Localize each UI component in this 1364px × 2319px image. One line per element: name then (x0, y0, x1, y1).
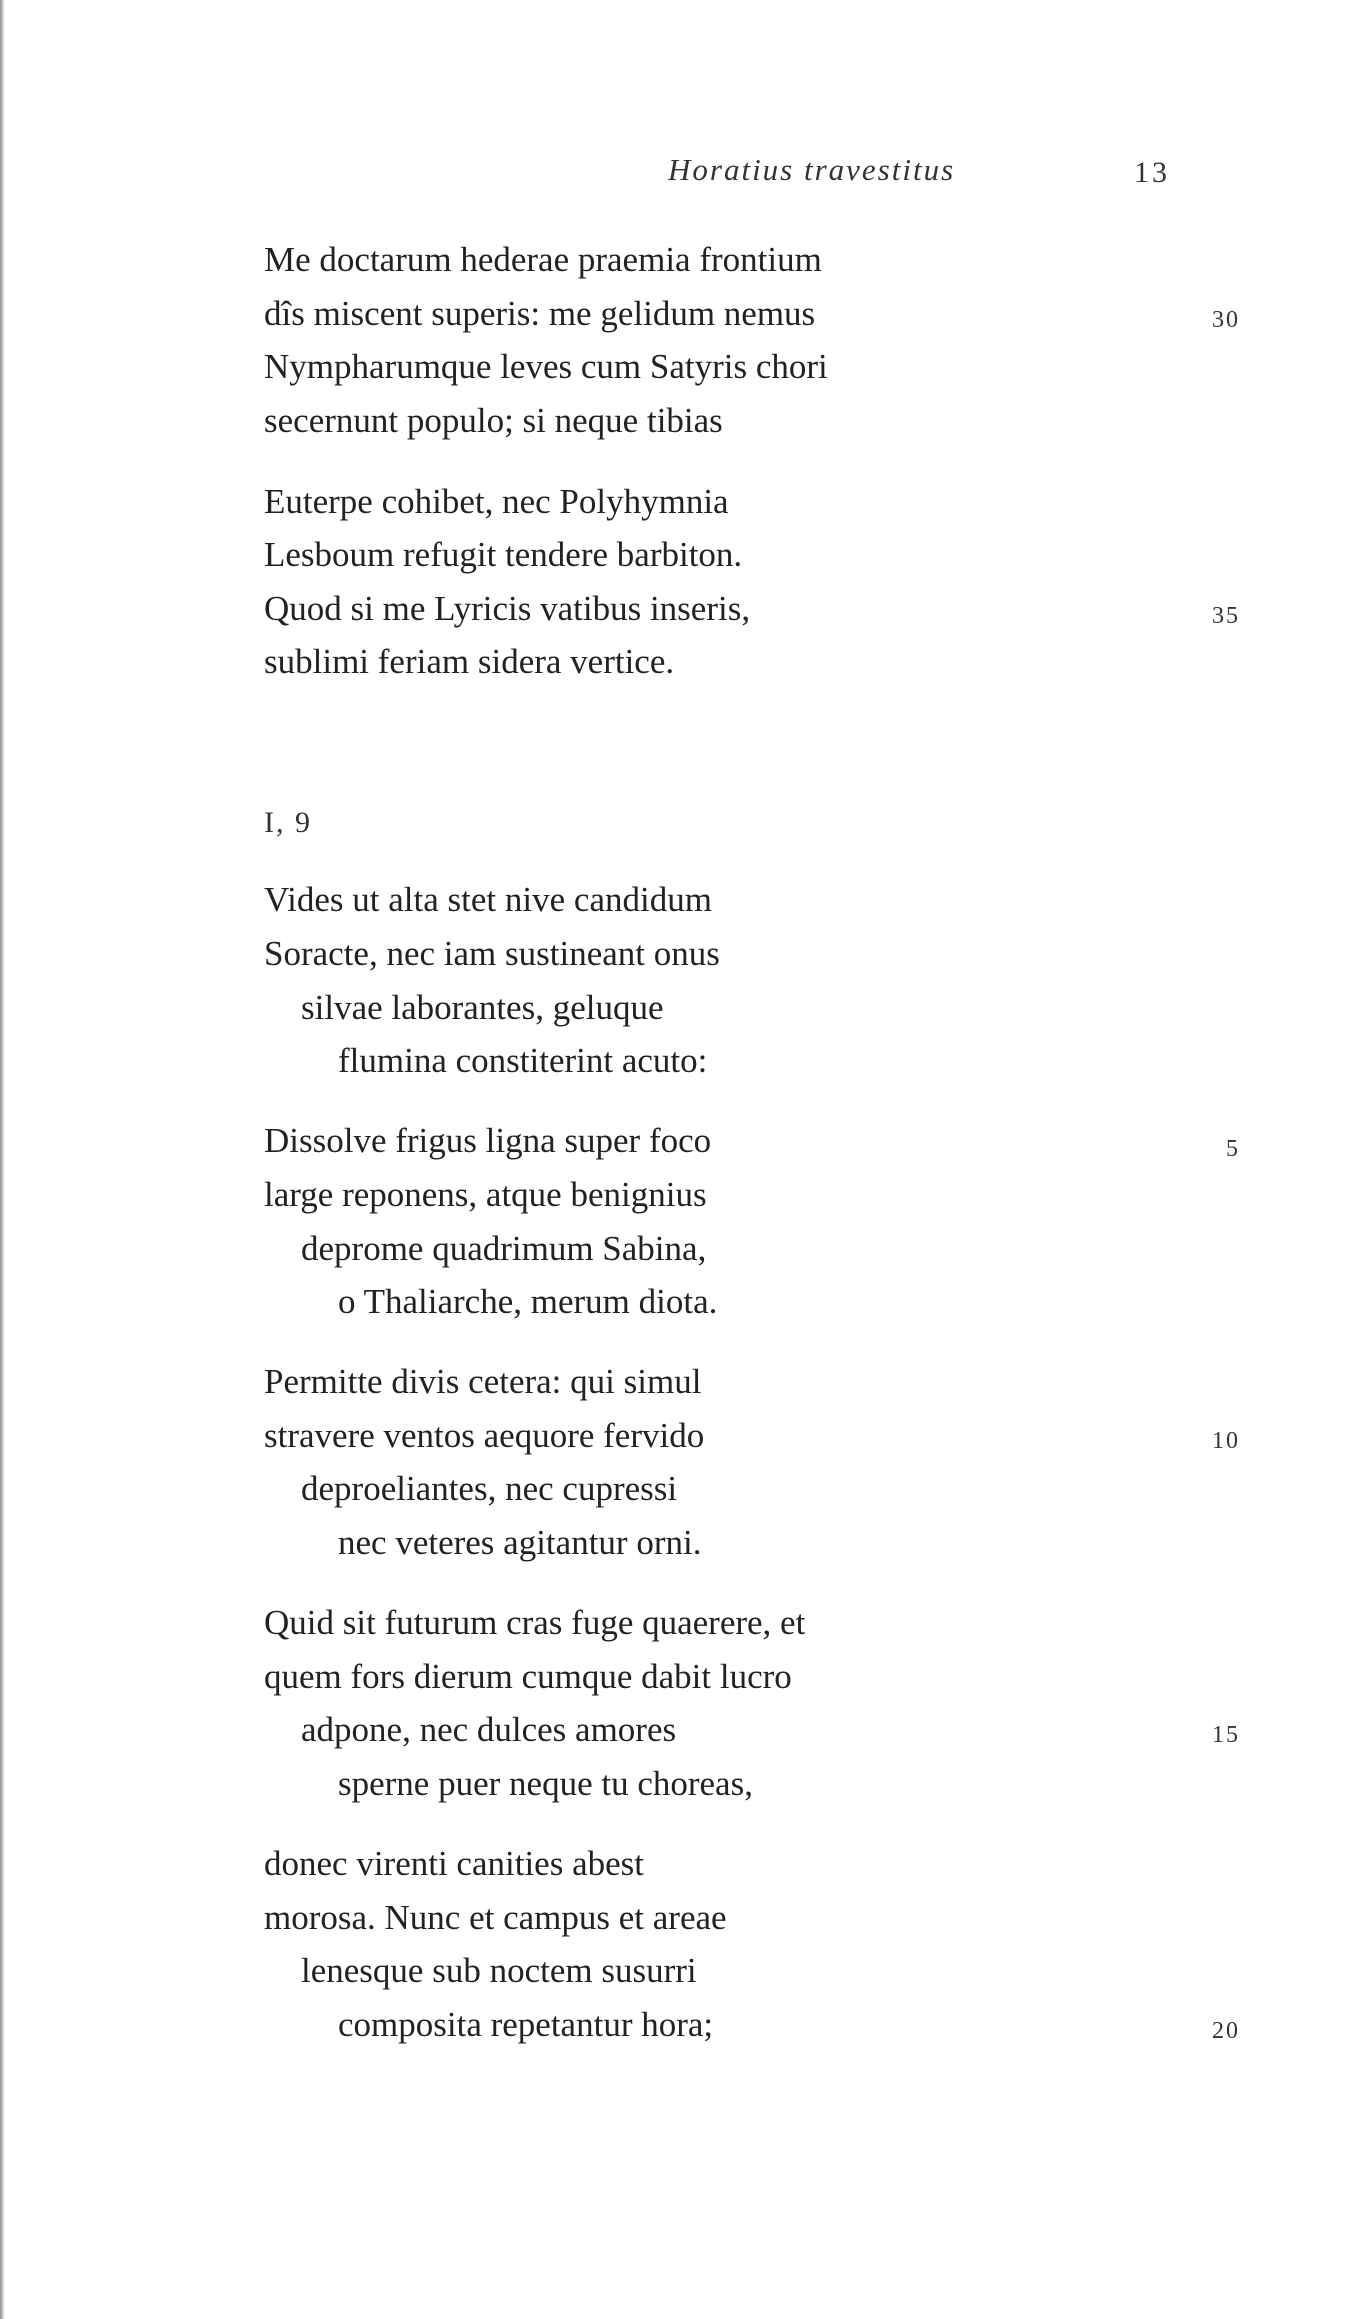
page-number: 13 (1134, 156, 1170, 189)
poem-heading: I, 9 (264, 806, 312, 839)
verse-line: sublimi feriam sidera vertice. (264, 642, 675, 681)
verse-line: Nympharumque leves cum Satyris chori (264, 347, 828, 386)
verse-line: morosa. Nunc et campus et areae (264, 1898, 727, 1937)
verse-line: Vides ut alta stet nive candidum (264, 880, 712, 919)
verse-line: lenesque sub noctem susurri (301, 1951, 697, 1990)
line-number: 10 (1212, 1428, 1240, 1454)
verse-line: dîs miscent superis: me gelidum nemus (264, 294, 816, 333)
running-title: Horatius travestitus (668, 152, 956, 187)
verse-line: donec virenti canities abest (264, 1844, 644, 1883)
verse-line: flumina constiterint acuto: (338, 1041, 708, 1080)
line-number: 35 (1212, 603, 1240, 629)
verse-line: Permitte divis cetera: qui simul (264, 1362, 702, 1401)
verse-line: Euterpe cohibet, nec Polyhymnia (264, 482, 729, 521)
verse-line: Quid sit futurum cras fuge quaerere, et (264, 1603, 806, 1642)
verse-line: Soracte, nec iam sustineant onus (264, 934, 720, 973)
verse-line: composita repetantur hora; (338, 2005, 714, 2044)
verse-line: large reponens, atque benignius (264, 1175, 707, 1214)
verse-line: secernunt populo; si neque tibias (264, 401, 723, 440)
verse-line: sperne puer neque tu choreas, (338, 1764, 753, 1803)
verse-line: Dissolve frigus ligna super foco (264, 1121, 712, 1160)
verse-line: o Thaliarche, merum diota. (338, 1282, 718, 1321)
verse-line: deproeliantes, nec cupressi (301, 1469, 678, 1508)
verse-line: stravere ventos aequore fervido (264, 1416, 705, 1455)
verse-line: deprome quadrimum Sabina, (301, 1229, 707, 1268)
verse-line: Lesboum refugit tendere barbiton. (264, 535, 743, 574)
line-number: 5 (1226, 1136, 1240, 1162)
verse-line: Quod si me Lyricis vatibus inseris, (264, 589, 751, 628)
line-number: 15 (1212, 1722, 1240, 1748)
page-spine-edge (0, 0, 5, 2319)
line-number: 30 (1212, 307, 1240, 333)
line-number: 20 (1212, 2018, 1240, 2044)
verse-line: quem fors dierum cumque dabit lucro (264, 1657, 792, 1696)
verse-line: adpone, nec dulces amores (301, 1710, 677, 1749)
verse-line: silvae laborantes, geluque (301, 988, 664, 1027)
verse-line: nec veteres agitantur orni. (338, 1523, 702, 1562)
verse-line: Me doctarum hederae praemia frontium (264, 240, 822, 279)
